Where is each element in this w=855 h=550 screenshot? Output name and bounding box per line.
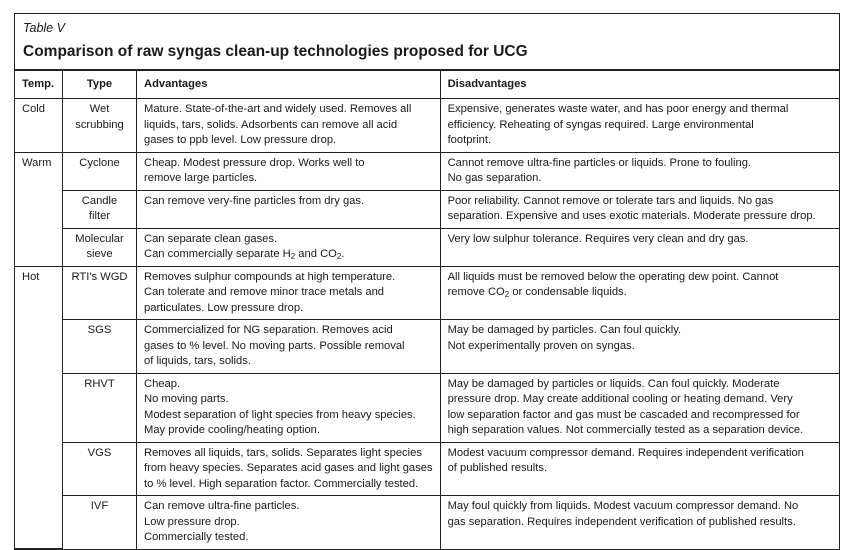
text-segment: Cheap. <box>144 377 181 390</box>
disadvantages-cell <box>440 228 839 266</box>
text-segment: Can commercially separate H <box>144 248 291 260</box>
text-segment: liquids, tars, solids. Adsorbents can remove all acid <box>144 118 398 131</box>
advantages-cell <box>137 442 441 496</box>
text-line <box>144 102 433 118</box>
text-segment: Expensive, generates waste water, and has poor energy and thermal <box>447 103 789 115</box>
text-line <box>144 247 433 263</box>
text-segment: of published results. <box>447 462 548 474</box>
text-line <box>144 515 433 531</box>
text-segment: Not experimentally proven on syngas. <box>447 339 635 352</box>
header-type: Type <box>63 71 137 99</box>
advantages-cell <box>137 152 441 190</box>
text-segment: Very low sulphur tolerance. Requires very clean and dry gas. <box>447 232 749 245</box>
text-line <box>448 323 832 339</box>
type-cell <box>63 320 137 374</box>
text-segment: footprint. <box>447 134 492 146</box>
text-segment: May foul quickly from liquids. Modest vacuum compressor demand. No <box>447 500 799 512</box>
text-line <box>144 446 433 462</box>
type-cell <box>63 152 137 190</box>
type-line: RHVT <box>84 377 115 390</box>
text-line <box>144 408 433 424</box>
text-segment: No gas separation. <box>447 172 542 184</box>
type-cell <box>63 228 137 266</box>
text-line <box>144 133 433 149</box>
text-segment: particulates. Low pressure drop. <box>144 301 304 314</box>
text-line <box>448 423 832 439</box>
text-segment: gases to ppb level. Low pressure drop. <box>144 134 337 146</box>
text-segment: low separation factor and gas must be cascaded and recompressed for <box>447 408 800 421</box>
text-line <box>144 194 433 210</box>
type-line: Molecular <box>75 232 124 245</box>
temp-cell: Warm <box>15 152 63 266</box>
type-line: scrubbing <box>75 118 124 131</box>
text-line <box>448 392 832 408</box>
text-line <box>144 392 433 408</box>
text-line <box>448 285 832 301</box>
text-segment: Commercially tested. <box>144 531 249 543</box>
table-row <box>15 228 839 266</box>
type-line: RTI's WGD <box>71 270 128 283</box>
text-line <box>144 461 433 477</box>
text-line <box>448 102 832 118</box>
advantages-cell <box>137 190 441 228</box>
text-segment: Can remove ultra-fine particles. <box>144 500 300 512</box>
text-line <box>144 270 433 286</box>
text-line <box>448 446 832 462</box>
text-segment: remove large particles. <box>144 172 258 184</box>
type-line: VGS <box>87 446 112 459</box>
table-row <box>15 99 839 153</box>
text-segment: remove CO <box>447 286 505 298</box>
text-segment: to % level. High separation factor. Commercially tested. <box>144 477 419 490</box>
text-segment: May be damaged by particles. Can foul quickly. <box>447 324 682 336</box>
text-segment: Can tolerate and remove minor trace metals and <box>144 286 385 298</box>
text-segment: efficiency. Reheating of syngas required. Large environmental <box>447 118 754 131</box>
text-segment: gas separation. Requires independent verification of published results. <box>447 515 796 528</box>
advantages-cell <box>137 99 441 153</box>
text-segment: No moving parts. <box>144 393 229 405</box>
type-line: Candle <box>81 194 118 207</box>
type-line: Cyclone <box>79 156 120 169</box>
header-row <box>15 71 839 99</box>
disadvantages-cell <box>440 442 839 496</box>
disadvantages-cell <box>440 320 839 374</box>
table-label: Table V <box>23 21 65 35</box>
disadvantages-cell <box>440 496 839 549</box>
advantages-cell <box>137 373 441 442</box>
text-segment: Cheap. Modest pressure drop. Works well to <box>144 156 365 169</box>
text-segment: and CO <box>295 248 337 260</box>
text-segment: high separation values. Not commercially tested as a separation device. <box>447 424 804 436</box>
text-segment: of liquids, tars, solids. <box>144 355 251 367</box>
type-cell <box>63 99 137 153</box>
text-segment: Mature. State-of-the-art and widely used. Removes all <box>144 103 412 115</box>
text-segment: pressure drop. May create additional cooling or heating demand. Very <box>447 393 793 405</box>
disadvantages-cell <box>440 190 839 228</box>
text-line <box>448 156 832 172</box>
disadvantages-cell <box>440 152 839 190</box>
text-line <box>448 209 832 225</box>
text-line <box>448 133 832 149</box>
advantages-cell <box>137 496 441 549</box>
advantages-cell <box>137 320 441 374</box>
text-line <box>448 171 832 187</box>
text-line <box>448 461 832 477</box>
text-segment: Cannot remove ultra-fine particles or liquids. Prone to fouling. <box>447 156 752 169</box>
text-segment: Low pressure drop. <box>144 515 240 528</box>
temp-cell: Cold <box>15 99 63 153</box>
text-segment: May provide cooling/heating option. <box>144 424 321 436</box>
text-segment: Can remove very-fine particles from dry gas. <box>144 194 365 207</box>
subscript: 2 <box>336 252 342 261</box>
table-row <box>15 152 839 190</box>
text-line <box>448 408 832 424</box>
disadvantages-cell <box>440 266 839 320</box>
text-line <box>144 285 433 301</box>
text-line <box>144 499 433 515</box>
type-cell <box>63 496 137 549</box>
subscript: 2 <box>504 290 510 299</box>
text-segment: Commercialized for NG separation. Removes acid <box>144 324 393 336</box>
advantages-cell <box>137 266 441 320</box>
type-cell <box>63 190 137 228</box>
subscript: 2 <box>290 252 296 261</box>
text-segment: or condensable liquids. <box>509 286 627 298</box>
header-disadvantages: Disadvantages <box>440 71 839 99</box>
text-segment: All liquids must be removed below the operating dew point. Cannot <box>447 270 779 283</box>
text-segment: May be damaged by particles or liquids. Can foul quickly. Moderate <box>447 377 780 390</box>
text-line <box>448 118 832 134</box>
text-segment: Removes all liquids, tars, solids. Separates light species <box>144 446 422 459</box>
type-line: filter <box>88 210 111 222</box>
table-caption <box>15 14 839 70</box>
text-segment: . <box>341 248 345 260</box>
table-row <box>15 266 839 320</box>
header-advantages: Advantages <box>137 71 441 99</box>
text-segment: separation. Expensive and uses exotic materials. Moderate pressure drop. <box>447 210 816 222</box>
text-line <box>144 530 433 546</box>
text-line <box>448 194 832 210</box>
table-frame <box>14 13 840 550</box>
type-cell <box>63 373 137 442</box>
text-line <box>144 232 433 248</box>
text-line <box>144 377 433 393</box>
table-body <box>15 99 839 549</box>
table-row <box>15 496 839 549</box>
temp-cell: Hot <box>15 266 63 549</box>
text-segment: Modest vacuum compressor demand. Requires independent verification <box>447 446 804 459</box>
text-segment: from heavy species. Separates acid gases and light gases <box>144 462 433 474</box>
text-line <box>448 377 832 393</box>
type-line: sieve <box>86 248 113 260</box>
text-segment: gases to % level. No moving parts. Possible removal <box>144 339 405 352</box>
type-cell <box>63 266 137 320</box>
text-line <box>144 477 433 493</box>
text-line <box>144 354 433 370</box>
text-line <box>448 515 832 531</box>
type-line: SGS <box>87 324 112 336</box>
comparison-table <box>15 70 839 549</box>
text-line <box>144 301 433 317</box>
type-line: Wet <box>89 103 110 115</box>
type-line: IVF <box>90 500 109 512</box>
text-line <box>448 232 832 248</box>
text-line <box>144 339 433 355</box>
type-cell <box>63 442 137 496</box>
table-row <box>15 190 839 228</box>
text-segment: Modest separation of light species from heavy species. <box>144 408 416 421</box>
disadvantages-cell <box>440 99 839 153</box>
disadvantages-cell <box>440 373 839 442</box>
text-line <box>144 171 433 187</box>
text-line <box>144 423 433 439</box>
table-row <box>15 373 839 442</box>
table-row <box>15 320 839 374</box>
text-segment: Can separate clean gases. <box>144 232 278 245</box>
text-line <box>144 323 433 339</box>
header-temp: Temp. <box>15 71 63 99</box>
text-line <box>448 339 832 355</box>
text-line <box>144 156 433 172</box>
text-line <box>448 270 832 286</box>
text-segment: Poor reliability. Cannot remove or tolerate tars and liquids. No gas <box>447 194 774 207</box>
text-line <box>144 118 433 134</box>
text-segment: Removes sulphur compounds at high temperature. <box>144 270 396 283</box>
advantages-cell <box>137 228 441 266</box>
table-row <box>15 442 839 496</box>
text-line <box>448 499 832 515</box>
table-title: Comparison of raw syngas clean-up technologies proposed for UCG <box>23 43 528 60</box>
